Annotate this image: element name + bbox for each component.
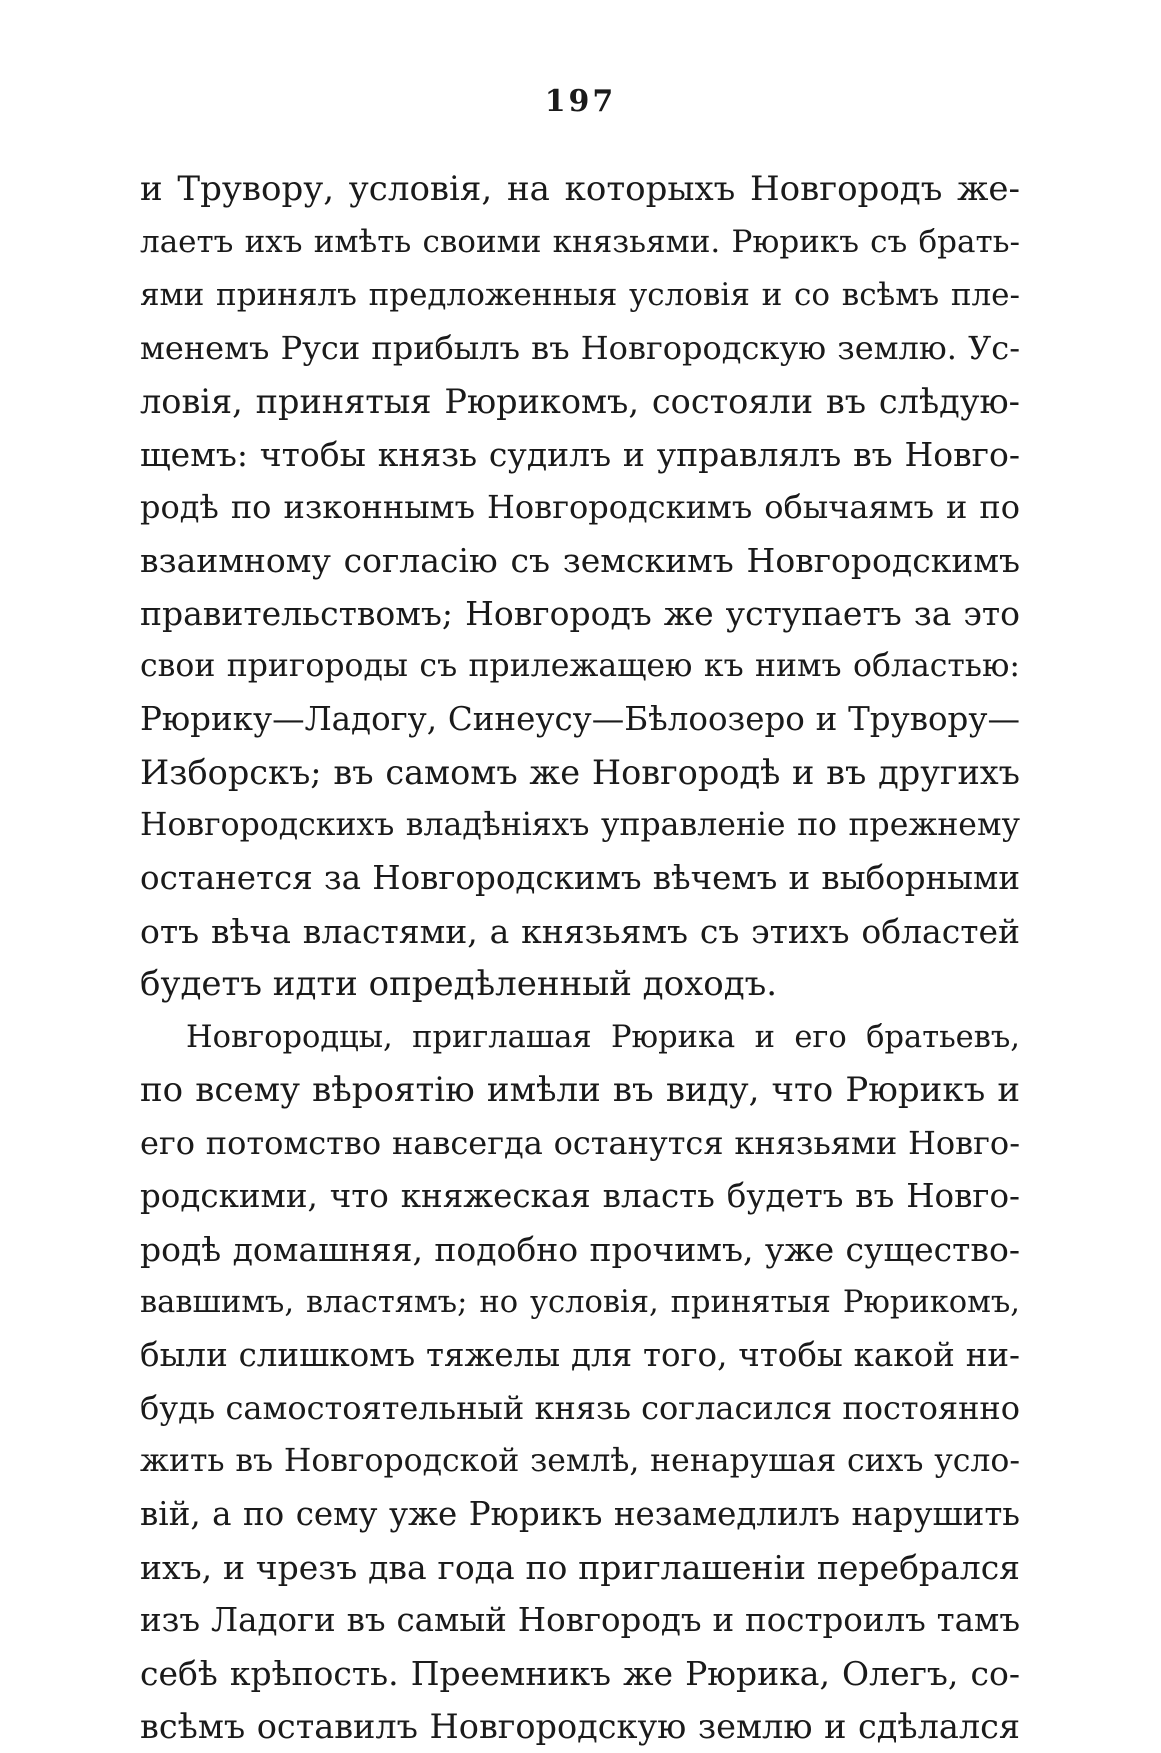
text-line: отъ вѣча властями, а князьямъ съ этихъ областей [140, 912, 1020, 951]
text-line: останется за Новгородскимъ вѣчемъ и выборными [140, 859, 1020, 897]
paragraph [140, 163, 1020, 1011]
text-line: взаимному согласію съ земскимъ Новгородскимъ [140, 541, 1020, 580]
text-line: Новгородцы, приглашая Рюрика и его братьевъ, [186, 1020, 1020, 1055]
text-line: себѣ крѣпость. Преемникъ же Рюрика, Олегъ, со- [140, 1654, 1020, 1693]
text-line: были слишкомъ тяжелы для того, чтобы какой ни- [140, 1336, 1020, 1374]
text-line: родѣ по изконнымъ Новгородскимъ обычаямъ и по [140, 488, 1020, 526]
text-line: Рюрику—Ладогу, Синеусу—Бѣлоозеро и Трувору— [140, 700, 1020, 738]
text-line: лаетъ ихъ имѣть своими князьями. Рюрикъ съ брать- [140, 224, 1020, 260]
text-line: будетъ идти опредѣленный доходъ. [140, 964, 778, 1004]
text-line: и Трувору, условія, на которыхъ Новгородъ же- [140, 169, 1020, 209]
text-line: Новгородскихъ владѣніяхъ управленіе по прежнему [140, 807, 1020, 843]
text-line: ловія, принятыя Рюрикомъ, состояли въ слѣдую- [140, 382, 1020, 421]
text-line: изъ Ладоги въ самый Новгородъ и построилъ тамъ [140, 1601, 1020, 1639]
text-line: менемъ Руси прибылъ въ Новгородскую землю. Ус- [140, 329, 1020, 367]
body-text [140, 163, 1020, 1753]
text-line: жить въ Новгородской землѣ, ненарушая сихъ усло- [140, 1443, 1020, 1479]
paragraph [140, 1011, 1020, 1753]
text-line: Изборскъ; въ самомъ же Новгородѣ и въ другихъ [140, 753, 1020, 792]
text-line: всѣмъ оставилъ Новгородскую землю и сдѣлался [140, 1707, 1020, 1746]
text-line: родскими, что княжеская власть будетъ въ Новго- [140, 1177, 1020, 1215]
text-line: его потомство навсегда останутся князьями Новго- [140, 1124, 1020, 1162]
text-line: по всему вѣроятію имѣли въ виду, что Рюрикъ и [140, 1070, 1020, 1110]
text-line: ями принялъ предложенныя условія и со всѣмъ пле- [140, 277, 1020, 313]
text-line: свои пригороды съ прилежащею къ нимъ областью: [140, 648, 1020, 684]
text-line: щемъ: чтобы князь судилъ и управлялъ въ Новго- [140, 435, 1020, 474]
text-line: вій, а по сему уже Рюрикъ незамедлилъ нарушить [140, 1495, 1020, 1533]
text-line: родѣ домашняя, подобно прочимъ, уже существо- [140, 1230, 1020, 1269]
text-line: ихъ, и чрезъ два года по приглашеніи перебрался [140, 1548, 1020, 1587]
text-line: вавшимъ, властямъ; но условія, принятыя Рюрикомъ, [140, 1285, 1020, 1320]
text-line: будь самостоятельный князь согласился постоянно [140, 1389, 1020, 1427]
text-line: правительствомъ; Новгородъ же уступаетъ за это [140, 594, 1020, 633]
page-number: 197 [544, 84, 617, 119]
